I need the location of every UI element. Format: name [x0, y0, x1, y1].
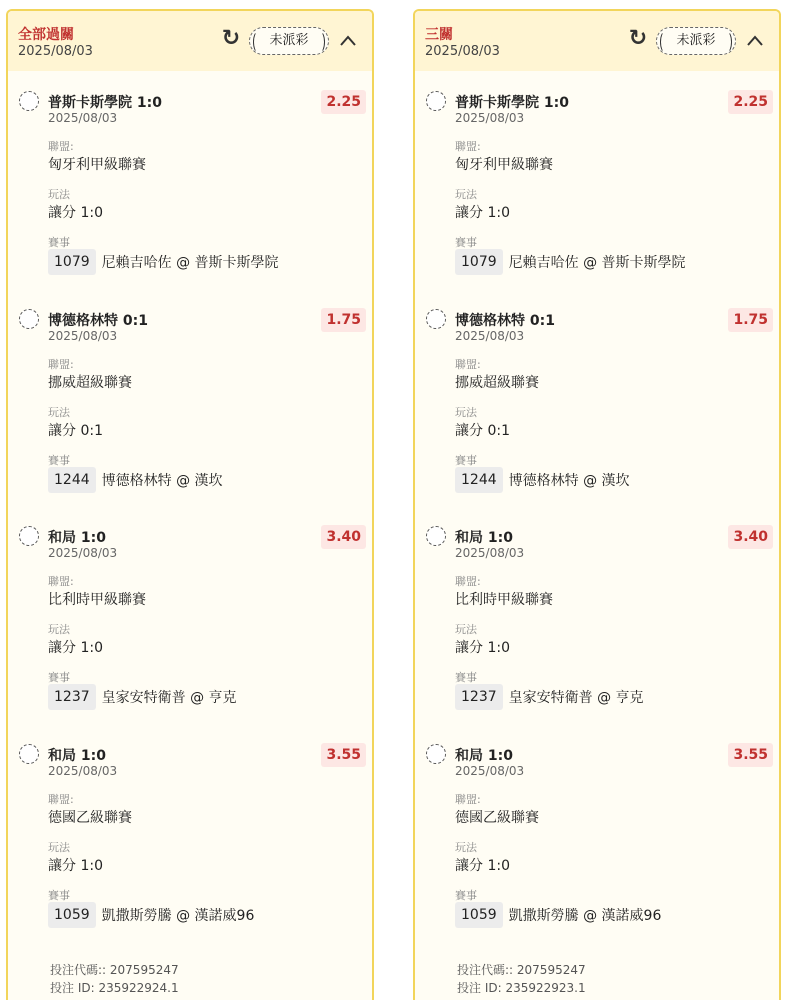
- play-label: 玩法: [48, 188, 70, 201]
- selection-date: 2025/08/03: [455, 329, 525, 343]
- league-label: 聯盟:: [455, 575, 481, 588]
- event-name: 博德格林特 @ 漢坎: [508, 473, 630, 489]
- play-value: 讓分 0:1: [48, 423, 103, 439]
- selection-date: 2025/08/03: [455, 111, 525, 125]
- panel-title: 三關: [425, 27, 453, 43]
- play-value: 讓分 1:0: [455, 858, 510, 874]
- league-value: 匈牙利甲級聯賽: [455, 157, 553, 173]
- event-row: [48, 466, 223, 494]
- event-name: 凱撒斯勞騰 @ 漢諾威96: [508, 908, 662, 924]
- selection-title: 博德格林特 0:1: [455, 313, 555, 329]
- event-code: 1237: [48, 684, 96, 710]
- event-name: 尼賴吉哈佐 @ 普斯卡斯學院: [101, 255, 279, 271]
- selection-title: 博德格林特 0:1: [48, 313, 148, 329]
- radio-unchecked-icon[interactable]: [19, 91, 39, 111]
- play-label: 玩法: [48, 623, 70, 636]
- league-value: 德國乙級聯賽: [455, 810, 539, 826]
- event-row: [455, 466, 630, 494]
- bet-slip-panel: [6, 9, 374, 1000]
- radio-unchecked-icon[interactable]: [426, 309, 446, 329]
- selection-title: 普斯卡斯學院 1:0: [48, 95, 162, 111]
- radio-unchecked-icon[interactable]: [426, 526, 446, 546]
- odds-badge: 2.25: [321, 90, 366, 114]
- league-value: 比利時甲級聯賽: [48, 592, 146, 608]
- play-value: 讓分 1:0: [48, 205, 103, 221]
- refresh-icon[interactable]: ↻: [221, 26, 241, 51]
- league-value: 匈牙利甲級聯賽: [48, 157, 146, 173]
- league-value: 挪威超級聯賽: [455, 375, 539, 391]
- selection-date: 2025/08/03: [48, 546, 118, 560]
- event-code: 1244: [455, 467, 503, 493]
- odds-badge: 1.75: [728, 308, 773, 332]
- radio-unchecked-icon[interactable]: [426, 744, 446, 764]
- selection-date: 2025/08/03: [455, 764, 525, 778]
- radio-unchecked-icon[interactable]: [426, 91, 446, 111]
- chevron-up-icon[interactable]: [743, 29, 767, 53]
- league-value: 挪威超級聯賽: [48, 375, 132, 391]
- bet-code: 投注代碼:: 207595247: [50, 963, 179, 977]
- bet-id: 投注 ID: 235922923.1: [457, 981, 586, 995]
- event-label: 賽事: [48, 889, 70, 902]
- play-value: 讓分 0:1: [455, 423, 510, 439]
- league-label: 聯盟:: [48, 140, 74, 153]
- radio-unchecked-icon[interactable]: [19, 526, 39, 546]
- play-label: 玩法: [455, 188, 477, 201]
- league-label: 聯盟:: [48, 793, 74, 806]
- event-name: 尼賴吉哈佐 @ 普斯卡斯學院: [508, 255, 686, 271]
- event-label: 賽事: [455, 454, 477, 467]
- league-label: 聯盟:: [455, 140, 481, 153]
- event-code: 1244: [48, 467, 96, 493]
- play-value: 讓分 1:0: [455, 205, 510, 221]
- selection-title: 和局 1:0: [455, 748, 513, 764]
- event-label: 賽事: [455, 889, 477, 902]
- play-value: 讓分 1:0: [48, 858, 103, 874]
- league-value: 德國乙級聯賽: [48, 810, 132, 826]
- selection-date: 2025/08/03: [48, 329, 118, 343]
- chevron-up-icon[interactable]: [336, 29, 360, 53]
- event-label: 賽事: [455, 671, 477, 684]
- odds-badge: 2.25: [728, 90, 773, 114]
- event-row: [48, 901, 254, 929]
- event-name: 凱撒斯勞騰 @ 漢諾威96: [101, 908, 255, 924]
- panel-date: 2025/08/03: [425, 44, 500, 59]
- selection-title: 和局 1:0: [48, 748, 106, 764]
- play-value: 讓分 1:0: [48, 640, 103, 656]
- panel-header: [8, 11, 372, 71]
- event-code: 1237: [455, 684, 503, 710]
- league-label: 聯盟:: [48, 575, 74, 588]
- event-name: 博德格林特 @ 漢坎: [101, 473, 223, 489]
- event-code: 1059: [455, 902, 503, 928]
- event-label: 賽事: [48, 236, 70, 249]
- odds-badge: 3.55: [728, 743, 773, 767]
- event-row: [48, 248, 279, 276]
- refresh-icon[interactable]: ↻: [628, 26, 648, 51]
- event-code: 1079: [455, 249, 503, 275]
- odds-badge: 3.40: [321, 525, 366, 549]
- event-code: 1059: [48, 902, 96, 928]
- event-name: 皇家安特衛普 @ 亨克: [508, 690, 644, 706]
- league-value: 比利時甲級聯賽: [455, 592, 553, 608]
- radio-unchecked-icon[interactable]: [19, 309, 39, 329]
- play-label: 玩法: [48, 841, 70, 854]
- play-label: 玩法: [455, 623, 477, 636]
- play-label: 玩法: [455, 841, 477, 854]
- event-row: [455, 683, 644, 711]
- bet-code: 投注代碼:: 207595247: [457, 963, 586, 977]
- event-label: 賽事: [48, 454, 70, 467]
- league-label: 聯盟:: [455, 358, 481, 371]
- event-label: 賽事: [48, 671, 70, 684]
- settlement-status-badge: 未派彩: [656, 27, 736, 55]
- panel-date: 2025/08/03: [18, 44, 93, 59]
- event-row: [48, 683, 237, 711]
- league-label: 聯盟:: [48, 358, 74, 371]
- panel-header: [415, 11, 779, 71]
- event-name: 皇家安特衛普 @ 亨克: [101, 690, 237, 706]
- event-row: [455, 901, 661, 929]
- play-label: 玩法: [455, 406, 477, 419]
- panel-title: 全部過關: [18, 27, 74, 43]
- odds-badge: 1.75: [321, 308, 366, 332]
- selection-date: 2025/08/03: [48, 111, 118, 125]
- event-code: 1079: [48, 249, 96, 275]
- selection-date: 2025/08/03: [48, 764, 118, 778]
- selection-date: 2025/08/03: [455, 546, 525, 560]
- bet-id: 投注 ID: 235922924.1: [50, 981, 179, 995]
- play-label: 玩法: [48, 406, 70, 419]
- odds-badge: 3.55: [321, 743, 366, 767]
- selection-title: 和局 1:0: [455, 530, 513, 546]
- event-row: [455, 248, 686, 276]
- event-label: 賽事: [455, 236, 477, 249]
- bet-slip-panel: [413, 9, 781, 1000]
- settlement-status-badge: 未派彩: [249, 27, 329, 55]
- selection-title: 和局 1:0: [48, 530, 106, 546]
- play-value: 讓分 1:0: [455, 640, 510, 656]
- radio-unchecked-icon[interactable]: [19, 744, 39, 764]
- selection-title: 普斯卡斯學院 1:0: [455, 95, 569, 111]
- league-label: 聯盟:: [455, 793, 481, 806]
- odds-badge: 3.40: [728, 525, 773, 549]
